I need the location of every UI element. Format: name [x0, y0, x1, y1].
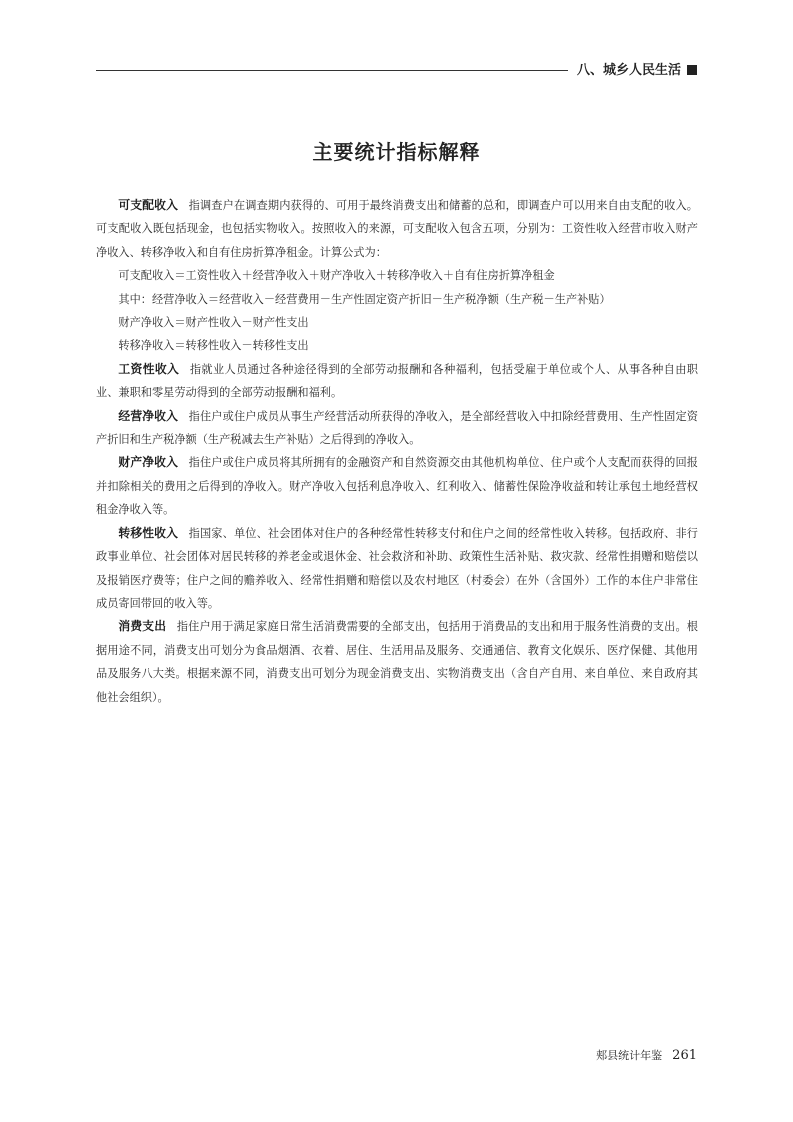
definitions-body [96, 194, 698, 709]
term-disposable-income: 可支配收入 [118, 198, 179, 212]
term-wage-income: 工资性收入 [118, 361, 180, 376]
definition-text: 指住户用于满足家庭日常生活消费需要的全部支出，包括用于消费品的支出和用于服务性消费的支出。根据用途不同，消费支出可划分为食品烟酒、衣着、居住、生活用品及服务、交通通信、教育文化娱乐、医疗保健、其他用品及服务八大类。根据来源不同，消费支出可划分为现金消费支出、实物消费支出（含自产自用、来自单位、来自政府其他社会组织）。 [96, 620, 698, 704]
square-marker-icon [687, 65, 697, 75]
formula-line: 财产净收入＝财产性收入－财产性支出 [118, 316, 309, 330]
page-number: 261 [672, 1048, 697, 1063]
term-consumption-expenditure: 消费支出 [118, 619, 167, 634]
definition-text: 指调查户在调查期内获得的、可用于最终消费支出和储蓄的总和，即调查户可以用来自由支配的收入。可支配收入既包括现金，也包括实物收入。按照收入的来源，可支配收入包含五项，分别为：工资性收入经营市收入财产净收入、转移净收入和自有住房折算净租金。计算公式为： [96, 199, 698, 259]
term-transfer-income: 转移性收入 [118, 525, 179, 540]
definition-text: 指住户或住户成员从事生产经营活动所获得的净收入，是全部经营收入中扣除经营费用、生产性固定资产折旧和生产税净额（生产税减去生产补贴）之后得到的净收入。 [96, 409, 698, 447]
definition-paragraph [96, 405, 698, 452]
term-property-net-income: 财产净收入 [118, 455, 179, 470]
definition-paragraph [96, 522, 698, 616]
running-header [577, 59, 697, 78]
definition-paragraph [96, 451, 698, 521]
section-title: 八、城乡人民生活 [576, 63, 681, 78]
formula-line: 可支配收入＝工资性收入＋经营净收入＋财产净收入＋转移净收入＋自有住房折算净租金 [118, 269, 555, 283]
page-footer [596, 1047, 697, 1063]
definition-paragraph [96, 194, 698, 264]
page-title: 主要统计指标解释 [312, 140, 481, 164]
header-rule [96, 70, 568, 71]
definition-text: 指就业人员通过各种途径得到的全部劳动报酬和各种福利，包括受雇于单位或个人、从事各种自由职业、兼职和零星劳动得到的全部劳动报酬和福利。 [96, 362, 698, 400]
definition-paragraph [96, 615, 698, 709]
term-business-net-income: 经营净收入 [118, 408, 179, 423]
definition-paragraph [96, 358, 698, 405]
formula-line: 转移净收入＝转移性收入－转移性支出 [118, 339, 309, 353]
definition-text: 指国家、单位、社会团体对住户的各种经常性转移支付和住户之间的经常性收入转移。包括政府、非行政事业单位、社会团体对居民转移的养老金或退休金、社会救济和补助、政策性生活补贴、救灾款、经常性捐赠和赔偿以及报销医疗费等；住户之间的赡养收入、经常性捐赠和赔偿以及农村地区（村委会）在外（含国外）工作的本住户非常住成员寄回带回的收入等。 [96, 526, 698, 610]
definition-text: 指住户或住户成员将其所拥有的金融资产和自然资源交由其他机构单位、住户或个人支配而获得的回报并扣除相关的费用之后得到的净收入。财产净收入包括利息净收入、红利收入、储蓄性保险净收益和转让承包土地经营权租金净收入等。 [96, 456, 698, 517]
publication-name: 郏县统计年鉴 [596, 1049, 663, 1062]
formula-line: 其中：经营净收入＝经营收入－经营费用－生产性固定资产折旧－生产税净额（生产税－生产补贴） [118, 292, 611, 306]
